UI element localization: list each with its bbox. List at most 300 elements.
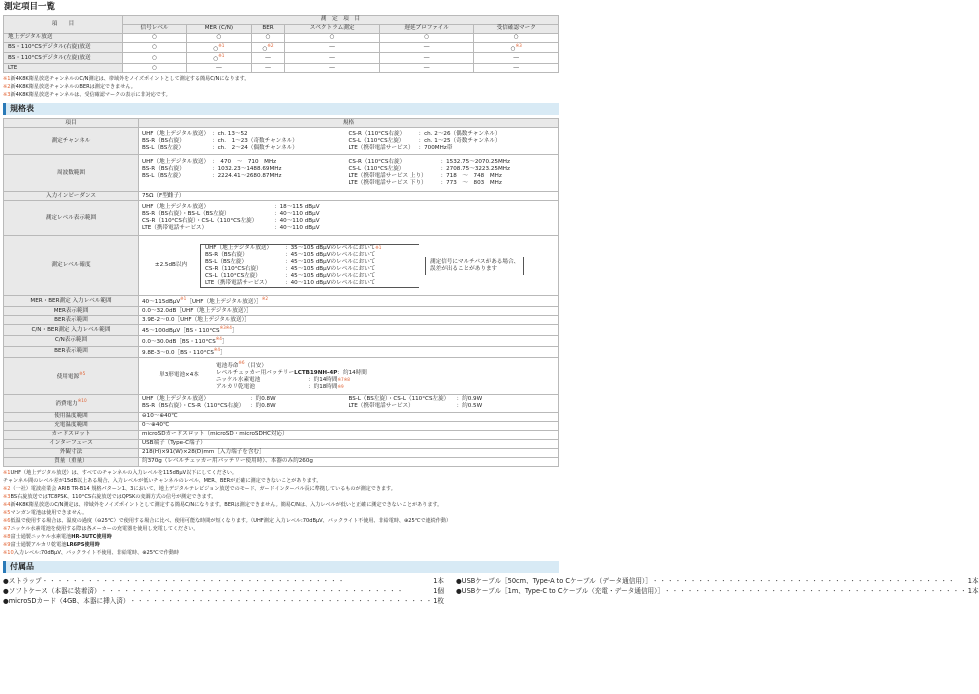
measure-cell xyxy=(474,53,559,64)
spec-line-name: BS-R（BS右旋） xyxy=(142,166,185,173)
spec-line-value: ：2224.41〜2680.87MHz xyxy=(212,173,282,180)
spec-row-text: 0.0〜30.0dB［BS・110°CS xyxy=(142,338,216,345)
spec-label-impedance: 入力インピーダンス xyxy=(4,192,139,201)
measure-cell-value: ○ xyxy=(152,34,157,41)
spec-row-label: 充電温度範囲 xyxy=(4,421,139,430)
measure-cell-value: ― xyxy=(329,44,335,51)
spec-line xyxy=(205,266,415,273)
accessory-item xyxy=(3,586,444,596)
accuracy-side-note-line: 測定信号にマルチパスがある場合、 xyxy=(430,258,520,265)
measure-col-header: 遅延プロファイル xyxy=(379,24,474,33)
note-text: 入力レベル:70dBμV、バックライト不使用、非給電時、⊕25℃で作動時 xyxy=(13,549,180,556)
spec-row-text: 3.9E-2〜0.0［UHF（地上デジタル放送）］ xyxy=(142,316,251,323)
spec-label-display-range: 測定レベル表示範囲 xyxy=(4,201,139,236)
runtime-battery: 単3形電池×4本 xyxy=(159,372,199,379)
spec-line-name: BS-L（BS左旋） xyxy=(142,144,185,151)
spec-line-name: CS-R（110°CS右旋） xyxy=(348,159,406,166)
note-line xyxy=(3,469,559,477)
measure-row xyxy=(4,64,559,73)
note-line xyxy=(3,541,559,549)
spec-line-value: ：35〜105 dBμVのレベルにおいて xyxy=(285,244,376,251)
spec-line-value: ：45〜105 dBμVのレベルにおいて xyxy=(285,265,376,272)
spec-row-value xyxy=(139,336,559,347)
spec-section-title: 規格表 xyxy=(3,103,559,115)
spec-value-display-range xyxy=(139,201,559,236)
measure-notes xyxy=(3,75,559,99)
spec-line-value: ：ch. 1〜25（奇数チャンネル） xyxy=(418,137,501,144)
spec-row xyxy=(4,439,559,448)
spec-row-value: 約370g（レベルチェッカー用バッテリー使用時）、本器のみ約260g xyxy=(139,457,559,466)
note-line xyxy=(3,493,559,501)
measure-cell xyxy=(251,53,284,64)
spec-row xyxy=(4,325,559,336)
measure-row xyxy=(4,53,559,64)
spec-line-name: CS-L（110°CS左旋） xyxy=(348,137,405,144)
spec-row-text: 40〜115dBμV xyxy=(142,299,181,306)
spec-line-value: ：18〜115 dBμV xyxy=(274,204,320,211)
note-text-bold: LR6PS使用時 xyxy=(66,541,100,548)
spec-row xyxy=(4,296,559,307)
accessory-qty: 1本 xyxy=(433,576,444,585)
spec-row-value: 0〜⊕40℃ xyxy=(139,421,559,430)
note-text: チャンネル間のレベル差が15dB以上ある場合、入力レベルが低いチャンネルのレベル、MER、BERが正確に測定できないことがあります。 xyxy=(3,477,322,484)
spec-line-value: ：約14時間 xyxy=(337,370,367,377)
spec-line-value: ：1032.23〜1488.69MHz xyxy=(212,166,282,173)
note-mark: ※1 xyxy=(3,469,11,476)
measure-row-label: LTE xyxy=(4,64,123,73)
spec-label-freq: 周波数範囲 xyxy=(4,155,139,192)
note-mark: ※5 xyxy=(3,509,11,516)
measure-row-label: 地上デジタル放送 xyxy=(4,33,123,42)
measure-cell xyxy=(474,42,559,53)
spec-row-text: ］ xyxy=(231,328,238,335)
spec-line-value: ：45〜105 dBμVのレベルにおいて xyxy=(285,258,376,265)
spec-line xyxy=(205,259,415,266)
measure-cell-value: ○ xyxy=(510,45,516,52)
measure-cell-value: ○ xyxy=(213,45,219,52)
measure-cell-value: ― xyxy=(265,64,271,71)
measure-cell-value: ○ xyxy=(262,45,268,52)
measure-cell xyxy=(474,33,559,42)
spec-line-model: LCTB19NH-4P xyxy=(294,370,338,377)
note-ref: ※1 xyxy=(180,296,187,302)
accessory-label: ●ストラップ xyxy=(3,576,42,585)
measure-cell-value: ― xyxy=(423,64,430,71)
spec-line-value: ：ch. 13〜52 xyxy=(212,130,248,137)
spec-label-runtime xyxy=(4,357,139,394)
accessory-qty: 1個 xyxy=(433,586,444,595)
spec-line-name: LTE（携帯電話サービス 上り） xyxy=(348,173,427,180)
spec-line xyxy=(349,138,556,145)
spec-line-name: UHF（地上デジタル放送） xyxy=(142,396,210,403)
note-text: BS右旋放送ではTC8PSK、110°CS右旋放送ではQPSKの変調方式の信号が測定できます。 xyxy=(10,493,217,500)
note-line xyxy=(3,533,559,541)
spec-row-text: 0.0〜32.0dB［UHF（地上デジタル放送）］ xyxy=(142,307,252,314)
spec-line-value: ：773 〜 803 MHz xyxy=(440,180,502,187)
spec-row-label: BER表示範囲 xyxy=(4,316,139,325)
measure-title: 測定項目一覧 xyxy=(4,2,56,12)
spec-row-value: microSDカードスロット（microSD・microSDHC対応） xyxy=(139,430,559,439)
measure-col-header: 受信確認マーク xyxy=(474,24,559,33)
spec-line-name: UHF（地上デジタル放送） xyxy=(142,159,210,166)
measure-cell xyxy=(123,53,187,64)
spec-line xyxy=(205,273,415,280)
spec-row-text: ［UHF（地上デジタル放送）］ xyxy=(186,299,262,306)
accessory-qty: 1枚 xyxy=(433,596,444,605)
spec-line xyxy=(142,138,349,145)
spec-line-value: ：ch. 1〜23（奇数チャンネル） xyxy=(212,137,298,144)
measure-cell xyxy=(285,33,380,42)
note-line xyxy=(3,517,559,525)
spec-line xyxy=(142,131,349,138)
accessory-leader: ・・・・・・・・・・・・・・・・・・・・・・・・・・・・・・・・・・・・・・・・ xyxy=(664,586,968,595)
spec-line-value: ：40〜110 dBμV xyxy=(274,211,320,218)
note-mark: ※4 xyxy=(3,501,11,508)
note-text: 新4K8K衛星放送チャンネルのC/N測定は、帯域外をノイズポイントとして測定する簡易C/Nになります。 xyxy=(10,76,250,83)
note-line xyxy=(3,485,559,493)
accessory-qty: 1本 xyxy=(967,586,979,595)
spec-row-label: 質量（重量） xyxy=(4,457,139,466)
measure-cell xyxy=(379,53,474,64)
page xyxy=(3,2,979,606)
spec-line xyxy=(142,145,349,152)
spec-line-name: LTE（携帯電話サービス） xyxy=(348,403,414,410)
spec-line-name: CS-L（110°CS左旋） xyxy=(205,272,261,279)
power-label: 消費電力 xyxy=(55,401,78,408)
runtime-label-sup: ※5 xyxy=(79,370,86,376)
spec-value-freq xyxy=(139,155,559,192)
accessories-list xyxy=(3,576,979,606)
measure-col-header: MER (C/N) xyxy=(187,24,252,33)
measure-cell xyxy=(251,64,284,73)
spec-line-name: CS-R（110°CS右旋） xyxy=(348,130,406,137)
note-ref: ※1 xyxy=(218,53,225,59)
spec-line xyxy=(349,403,556,410)
measure-cell xyxy=(474,64,559,73)
note-ref: ※7 xyxy=(337,377,344,383)
measure-head-group: 測 定 項 目 xyxy=(123,15,559,24)
measure-cell-value: ○ xyxy=(152,64,157,71)
spec-row-label: C/N・BER測定 入力レベル範囲 xyxy=(4,325,139,336)
spec-line-value: ：約18時間 xyxy=(308,384,338,391)
note-text: マンガン電池は使用できません。 xyxy=(10,509,88,516)
spec-line-value: ：約0.8W xyxy=(250,403,276,410)
measure-cell xyxy=(123,64,187,73)
spec-row xyxy=(4,307,559,316)
spec-line-name: BS-L（BS左旋） xyxy=(142,173,185,180)
runtime-label: 使用電源 xyxy=(56,373,80,380)
spec-line-name: アルカリ乾電池 xyxy=(216,384,255,391)
spec-row-text: 9.8E-3〜0.0［BS・110°CS xyxy=(142,349,214,356)
note-text: 低温で使用する場合は、温度の過度（⊖25℃）で使用する場合に比べ、使用可能な時間が短くなります。（UHF測定 入力レベル:70dBμV、バックライト不使用、非給電時、⊕25℃で連続作動） xyxy=(10,517,452,524)
spec-row-value: 218(H)×91(W)×28(D)mm［入力端子を含む］ xyxy=(139,448,559,457)
measure-cell xyxy=(251,33,284,42)
accessory-label: ●USBケーブル［50cm、Type-A to Cケーブル（データ通信用）］ xyxy=(456,576,652,585)
note-text: 富士通製アルカリ乾電池 xyxy=(10,541,67,548)
note-text: 富士通製ニッケル水素電池 xyxy=(10,533,72,540)
spec-row-value: USB端子（Type-C端子） xyxy=(139,439,559,448)
note-text: UHF（地上デジタル放送）は、すべてのチャンネルの入力レベルを115dBμV以下にしてください。 xyxy=(10,469,238,476)
spec-head-item: 項目 xyxy=(4,119,139,128)
spec-row-text: 45〜100dBμV［BS・110°CS xyxy=(142,328,220,335)
spec-line-name: BS-R（BS右旋）・BS-L（BS左旋） xyxy=(142,211,230,218)
spec-line-name: BS-L（BS左旋） xyxy=(205,258,248,265)
measure-cell xyxy=(285,42,380,53)
accuracy-side-note-line: 誤差が出ることがあります xyxy=(430,265,498,272)
spec-line-value: ：1532.75〜2070.25MHz xyxy=(440,159,510,166)
measure-cell xyxy=(187,42,252,53)
spec-row-text: ］ xyxy=(221,338,228,345)
spec-line-name: CS-R（110°CS右旋） xyxy=(205,265,262,272)
spec-line-name: BS-R（BS右旋） xyxy=(142,137,185,144)
note-mark: ※7 xyxy=(3,525,11,532)
spec-row-value xyxy=(139,316,559,325)
note-line xyxy=(3,549,559,557)
spec-row xyxy=(4,336,559,347)
measure-col-header: 信号レベル xyxy=(123,24,187,33)
spec-line-name: UHF（地上デジタル放送） xyxy=(205,244,273,251)
accuracy-bracket xyxy=(200,244,419,288)
spec-line-name: UHF（地上デジタル放送） xyxy=(142,130,210,137)
measure-row-label: BS・110°CSデジタル(左旋)放送 xyxy=(4,53,123,64)
note-mark: ※9 xyxy=(3,541,11,548)
note-line xyxy=(3,83,559,91)
note-line xyxy=(3,91,559,99)
spec-row-text: ］ xyxy=(220,349,226,356)
measure-cell xyxy=(187,33,252,42)
spec-notes xyxy=(3,469,559,557)
note-mark: ※1 xyxy=(3,76,11,83)
measure-cell-value: ― xyxy=(329,54,335,61)
measure-col-header: スペクトラム測定 xyxy=(285,24,380,33)
note-text: （一社）電波産業会 ARIB TR-B14 規格パターン1、3において、地上デジタルテレビジョン放送でのモード、ガードインターバル長に準拠しているものが測定できます。 xyxy=(10,485,396,492)
spec-line-name: UHF（地上デジタル放送） xyxy=(142,204,210,211)
spec-row xyxy=(4,430,559,439)
spec-row-label: カードスロット xyxy=(4,430,139,439)
measure-cell xyxy=(379,64,474,73)
spec-line-name: CS-L（110°CS左旋） xyxy=(348,166,405,173)
spec-line-name: CS-R（110°CS右旋）・CS-L（110°CS左旋） xyxy=(142,218,258,225)
spec-line-name: レベルチェッカー用バッテリー xyxy=(216,370,295,377)
spec-line-name: LTE（携帯電話サービス） xyxy=(205,279,271,286)
measure-cell-value: ○ xyxy=(424,34,430,41)
accessories-title: 付属品 xyxy=(3,561,559,573)
spec-row xyxy=(4,421,559,430)
note-line xyxy=(3,501,559,509)
note-mark: ※2 xyxy=(3,485,11,492)
spec-line-value: ：40〜110 dBμVのレベルにおいて xyxy=(285,279,376,286)
measure-cell-value: ― xyxy=(423,44,430,51)
measure-cell-value: ○ xyxy=(513,34,519,41)
spec-row-label: 使用温度範囲 xyxy=(4,412,139,421)
spec-line xyxy=(142,173,349,180)
spec-value-impedance: 75Ω（F型雌子） xyxy=(139,192,559,201)
measure-cell xyxy=(379,33,474,42)
spec-line-value: ：40〜110 dBμV xyxy=(274,218,320,225)
spec-row-value xyxy=(139,307,559,316)
note-ref: ※9 xyxy=(337,384,344,390)
accessory-label: ●ソフトケース（本器に装着済） xyxy=(3,586,101,595)
spec-row-label: MER表示範囲 xyxy=(4,307,139,316)
measure-row-label: BS・110°CSデジタル(右旋)放送 xyxy=(4,42,123,53)
measure-cell-value: ○ xyxy=(152,44,157,51)
spec-row-label: BER表示範囲 xyxy=(4,346,139,357)
note-mark: ※6 xyxy=(3,517,11,524)
accessory-item xyxy=(456,576,979,586)
spec-value-accuracy xyxy=(139,236,559,296)
spec-label-power xyxy=(4,394,139,412)
spec-row xyxy=(4,457,559,466)
spec-line-value: ：約0.9W xyxy=(456,396,483,403)
spec-line-value: ：約0.5W xyxy=(456,403,483,410)
note-text: 新4K8K衛星放送のC/N測定は、帯域外をノイズポイントとして測定する簡易C/Nになります。BERは測定できません。簡易C/Nは、入力レベルが低いと正確に測定できないことがあります。 xyxy=(10,501,443,508)
note-ref: ※1 xyxy=(375,244,382,250)
spec-row xyxy=(4,412,559,421)
measure-cell xyxy=(285,53,380,64)
spec-line-value: ：45〜105 dBμVのレベルにおいて xyxy=(285,272,376,279)
spec-value-power xyxy=(139,394,559,412)
measure-cell xyxy=(285,64,380,73)
measure-cell xyxy=(379,42,474,53)
measure-cell-value: ― xyxy=(329,64,335,71)
runtime-head-sup: ※6 xyxy=(238,360,245,366)
spec-line-value: ：ch. 2〜24（偶数チャンネル） xyxy=(212,144,298,151)
measure-cell-value: ○ xyxy=(329,34,335,41)
note-ref: ※8 xyxy=(343,377,350,383)
measure-cell-value: ○ xyxy=(152,54,157,61)
measure-cell-value: ― xyxy=(265,54,271,61)
note-line xyxy=(3,75,559,83)
spec-line-value: ：ch. 2〜26（偶数チャンネル） xyxy=(418,130,501,137)
spec-row xyxy=(4,316,559,325)
measure-head-item: 項 目 xyxy=(4,15,123,33)
spec-row-value xyxy=(139,325,559,336)
spec-line-name: BS-R（BS右旋） xyxy=(205,251,248,258)
measure-row xyxy=(4,42,559,53)
spec-line xyxy=(349,131,556,138)
spec-line xyxy=(216,384,367,391)
note-line xyxy=(3,525,559,533)
power-label-sup: ※10 xyxy=(77,398,87,404)
measure-cell xyxy=(123,42,187,53)
measure-cell-value: ○ xyxy=(213,56,219,63)
runtime-head-a: 電池寿命 xyxy=(216,363,239,370)
measure-cell xyxy=(187,64,252,73)
spec-label-accuracy: 測定レベル確度 xyxy=(4,236,139,296)
note-line xyxy=(3,509,559,517)
measure-cell-value: ― xyxy=(513,64,520,71)
spec-row-label: C/N表示範囲 xyxy=(4,336,139,347)
note-ref: ※2 xyxy=(267,42,274,48)
accessory-leader: ・・・・・・・・・・・・・・・・・・・・・・・・・・・・・・・・・・・・・・・・ xyxy=(41,576,346,585)
spec-row-label: 外観寸法 xyxy=(4,448,139,457)
note-ref: ※1 xyxy=(218,42,225,48)
note-mark: ※2 xyxy=(3,84,11,91)
spec-line-name: LTE（携帯電話サービス） xyxy=(348,144,414,151)
spec-line-value: ：2708.75〜3223.25MHz xyxy=(440,166,510,173)
spec-line-name: LTE（携帯電話サービス 下り） xyxy=(348,180,427,187)
runtime-head-b: （目安） xyxy=(244,363,267,370)
measure-row xyxy=(4,33,559,42)
spec-table xyxy=(3,118,559,466)
spec-line xyxy=(205,252,415,259)
note-text: ニッケル水素電池を使用する際は各メーカーの充電器を使用し充電してください。 xyxy=(10,525,199,532)
spec-line xyxy=(349,145,556,152)
note-mark: ※3 xyxy=(3,92,11,99)
note-mark: ※8 xyxy=(3,533,11,540)
spec-line-name: LTE（携帯電話サービス） xyxy=(142,225,208,232)
note-ref: ※2 xyxy=(261,296,269,302)
accessory-item xyxy=(3,576,444,586)
spec-line-value: ：約14時間 xyxy=(308,377,338,384)
note-ref: ※4 xyxy=(213,346,221,352)
spec-value-runtime xyxy=(139,357,559,394)
note-text-bold: HR-3UTC使用時 xyxy=(71,533,112,540)
measure-cell xyxy=(187,53,252,64)
measure-cell-value: ― xyxy=(423,54,430,61)
note-mark: ※10 xyxy=(3,549,14,556)
measure-cell-value: ― xyxy=(513,54,520,61)
note-text: 新4K8K衛星放送チャンネルのBERは測定できません。 xyxy=(10,84,136,91)
accessory-label: ●microSDカード（4GB、本器に挿入済） xyxy=(3,596,130,605)
accessory-qty: 1本 xyxy=(967,576,979,585)
spec-line xyxy=(142,225,555,232)
spec-line-value: ：718 〜 748 MHz xyxy=(440,173,502,180)
spec-line-value: ：約0.8W xyxy=(250,396,276,403)
spec-label-channels: 測定チャンネル xyxy=(4,128,139,155)
accessory-leader: ・・・・・・・・・・・・・・・・・・・・・・・・・・・・・・・・・・・・・・・・ xyxy=(651,576,956,585)
spec-head-spec: 規格 xyxy=(139,119,559,128)
spec-row xyxy=(4,448,559,457)
spec-row-value: ⊖10〜⊕40℃ xyxy=(139,412,559,421)
spec-row-label: インターフェース xyxy=(4,439,139,448)
spec-line xyxy=(205,245,415,252)
measure-cell-value: ○ xyxy=(265,34,271,41)
accuracy-side-note xyxy=(425,257,524,275)
spec-line-value: ： 470 〜 710 MHz xyxy=(212,159,277,166)
spec-line-value: ：45〜105 dBμVのレベルにおいて xyxy=(285,251,376,258)
spec-line xyxy=(142,403,349,410)
note-mark: ※3 xyxy=(3,493,11,500)
note-ref: ※3※4 xyxy=(219,325,232,331)
spec-row-value xyxy=(139,346,559,357)
note-line xyxy=(3,477,559,485)
spec-line-name: ニッケル水素電池 xyxy=(216,377,261,384)
measure-cell-value: ― xyxy=(216,64,222,71)
note-ref: ※3 xyxy=(515,42,522,48)
spec-row-value xyxy=(139,296,559,307)
spec-row-label: MER・BER測定 入力レベル範囲 xyxy=(4,296,139,307)
spec-row xyxy=(4,346,559,357)
spec-line-name: BS-L（BS左旋）・CS-L（110°CS左旋） xyxy=(348,396,450,403)
spec-value-channels xyxy=(139,128,559,155)
accessory-item xyxy=(3,596,444,606)
spec-line xyxy=(349,180,556,187)
accessory-item xyxy=(456,586,979,596)
accuracy-value: ±2.5dB以内 xyxy=(154,262,188,269)
measure-cell xyxy=(123,33,187,42)
note-ref: ※4 xyxy=(215,336,222,341)
note-text: 新4K8K衛星放送チャンネルは、受信確認マークの表示に非対応です。 xyxy=(10,92,171,99)
accessory-leader: ・・・・・・・・・・・・・・・・・・・・・・・・・・・・・・・・・・・・・・・・ xyxy=(129,596,434,605)
accessory-label: ●USBケーブル［1m、Type-C to Cケーブル（充電・データ通信用）］ xyxy=(456,586,665,595)
spec-line-value: ：700MHz帯 xyxy=(418,144,453,151)
measure-cell-value: ○ xyxy=(216,34,222,41)
spec-line-value: ：40〜110 dBμV xyxy=(274,225,320,232)
spec-line-name: BS-R（BS右旋）・CS-R（110°CS右旋） xyxy=(142,403,245,410)
measure-table xyxy=(3,15,559,74)
accessory-leader: ・・・・・・・・・・・・・・・・・・・・・・・・・・・・・・・・・・・・・・・・ xyxy=(100,586,405,595)
